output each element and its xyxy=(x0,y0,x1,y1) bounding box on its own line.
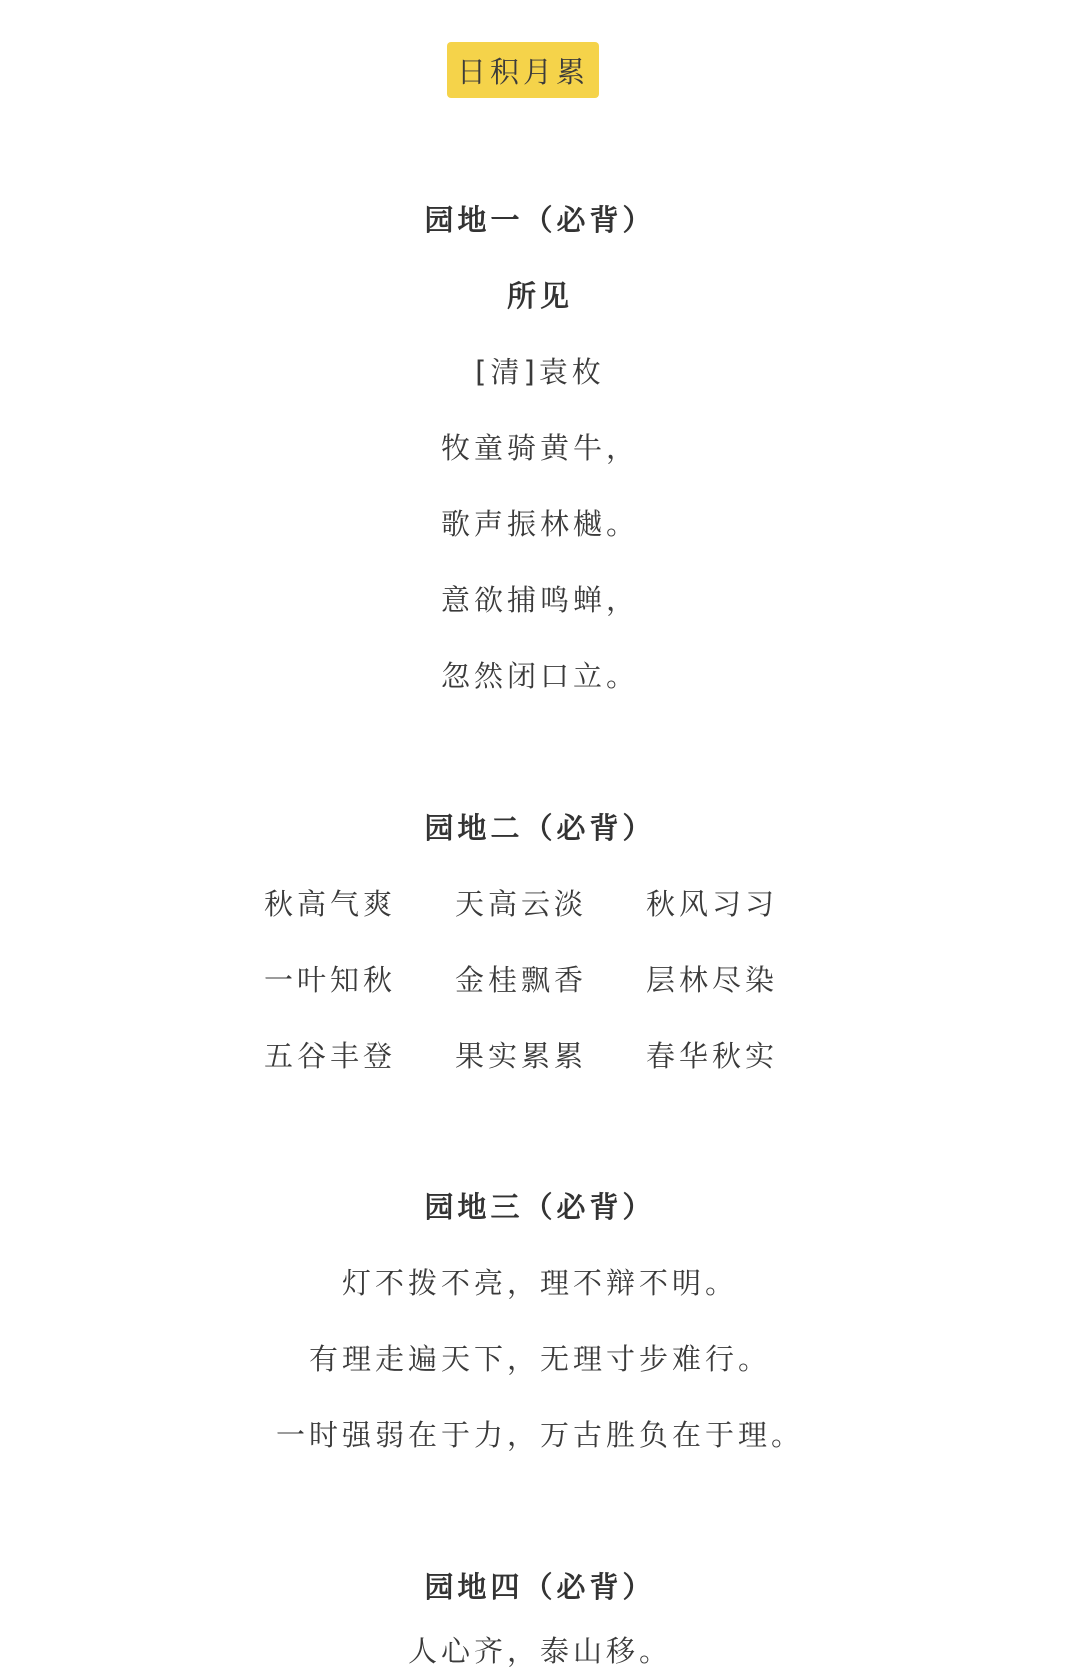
idiom-cell: 果实累累 xyxy=(454,1039,587,1073)
section4-title: 园地四（必背） xyxy=(424,1570,656,1604)
idiom-row-2 xyxy=(0,960,1080,1000)
idiom-row-1 xyxy=(0,884,1080,924)
section-badge: 日积月累 xyxy=(447,42,599,98)
poem-line-4: 忽然闭口立。 xyxy=(440,659,639,693)
idiom-cell: 层林尽染 xyxy=(645,963,778,997)
poem-line-3: 意欲捕鸣蝉， xyxy=(440,583,639,617)
idiom-cell: 一叶知秋 xyxy=(263,963,396,997)
section1-title: 园地一（必背） xyxy=(424,203,656,237)
poem-line-2: 歌声振林樾。 xyxy=(440,507,639,541)
section2-title: 园地二（必背） xyxy=(424,811,656,845)
idiom-row-3 xyxy=(0,1036,1080,1076)
idiom-cell: 五谷丰登 xyxy=(263,1039,396,1073)
section3-title: 园地三（必背） xyxy=(424,1190,656,1224)
idiom-cell: 金桂飘香 xyxy=(454,963,587,997)
idiom-cell: 秋高气爽 xyxy=(263,887,396,921)
idiom-cell: 天高云淡 xyxy=(454,887,587,921)
proverb-line-4: 人心齐，泰山移。 xyxy=(407,1634,672,1668)
idiom-cell: 春华秋实 xyxy=(645,1039,778,1073)
proverb-line-1: 灯不拨不亮，理不辩不明。 xyxy=(341,1266,738,1300)
poem-title: 所见 xyxy=(506,279,573,313)
proverb-line-2: 有理走遍天下，无理寸步难行。 xyxy=(308,1342,771,1376)
idiom-cell: 秋风习习 xyxy=(645,887,778,921)
poem-author: [清]袁枚 xyxy=(475,355,605,389)
proverb-line-3: 一时强弱在于力，万古胜负在于理。 xyxy=(275,1418,804,1452)
poem-line-1: 牧童骑黄牛， xyxy=(440,431,639,465)
